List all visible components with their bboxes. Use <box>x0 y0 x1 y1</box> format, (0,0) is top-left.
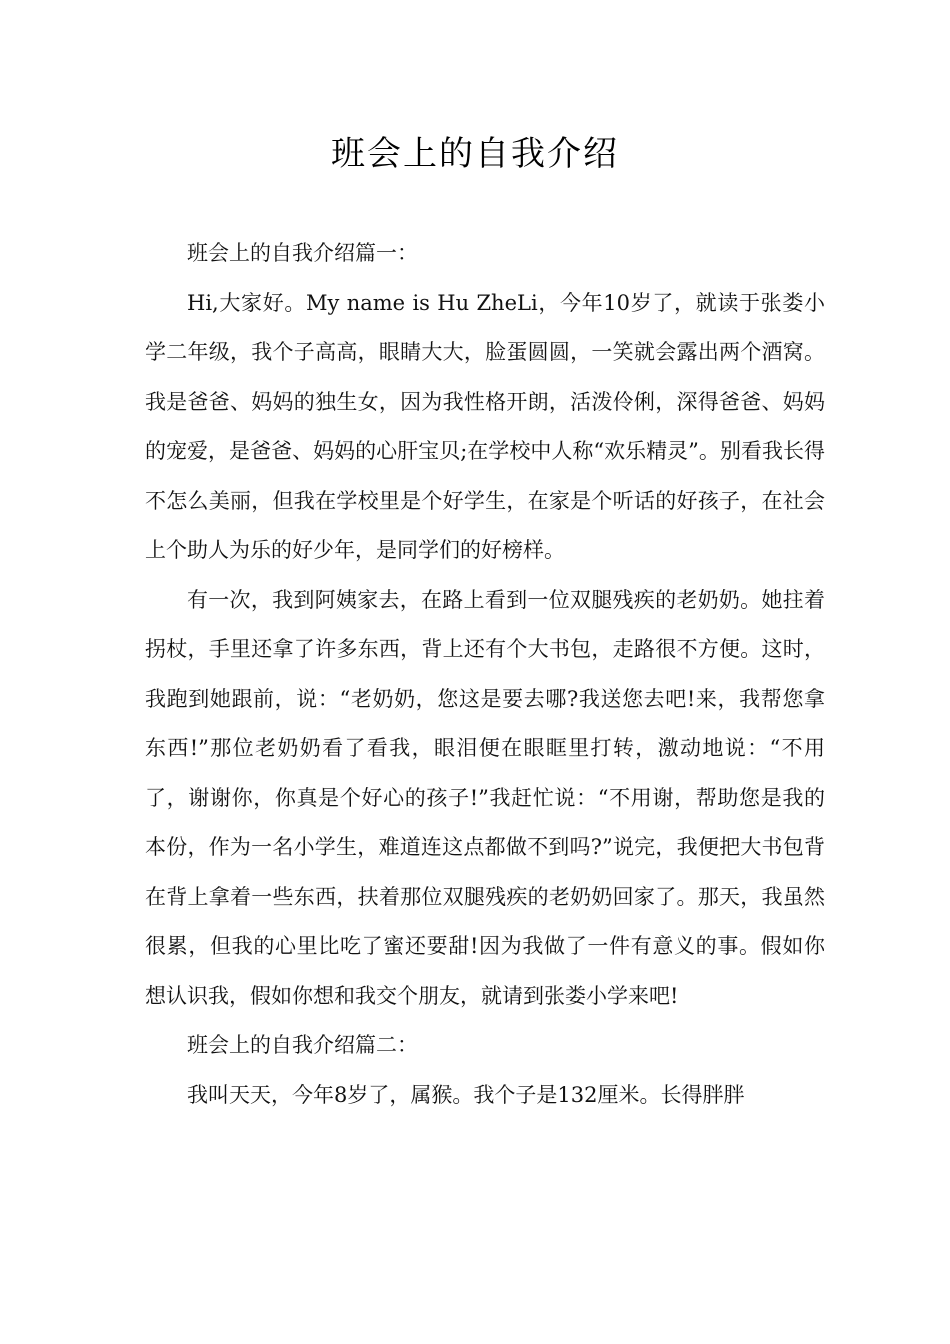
paragraph: 我叫天天，今年8岁了，属猴。我个子是132厘米。长得胖胖 <box>187 1082 745 1107</box>
document-body <box>145 229 825 1120</box>
paragraph: Hi,大家好。My name is Hu ZheLi，今年10岁了，就读于张娄小学二年级，我个子高高，眼睛大大，脸蛋圆圆，一笑就会露出两个酒窝。我是爸爸、妈妈的独生女，因为我性格开朗，活泼伶俐，深得爸爸、妈妈的宠爱，是爸爸、妈妈的心肝宝贝;在学校中人称“欢乐精灵”。别看我长得不怎么美丽，但我在学校里是个好学生，在家是个听话的好孩子，在社会上个助人为乐的好少年，是同学们的好榜样。 <box>145 290 825 562</box>
paragraph: 班会上的自我介绍篇二： <box>187 1033 418 1057</box>
paragraph: 有一次，我到阿姨家去，在路上看到一位双腿残疾的老奶奶。她拄着拐杖，手里还拿了许多东西，背上还有个大书包，走路很不方便。这时，我跑到她跟前，说：“老奶奶，您这是要去哪?我送您去吧!来，我帮您拿东西!”那位老奶奶看了看我，眼泪便在眼眶里打转，激动地说：“不用了，谢谢你，你真是个好心的孩子!”我赶忙说：“不用谢，帮助您是我的本份，作为一名小学生，难道连这点都做不到吗?”说完，我便把大书包背在背上拿着一些东西，扶着那位双腿残疾的老奶奶回家了。那天，我虽然很累，但我的心里比吃了蜜还要甜!因为我做了一件有意义的事。假如你想认识我，假如你想和我交个朋友，就请到张娄小学来吧! <box>145 587 825 1008</box>
paragraph: 班会上的自我介绍篇一： <box>187 241 418 265</box>
document-title: 班会上的自我介绍 <box>331 134 619 174</box>
